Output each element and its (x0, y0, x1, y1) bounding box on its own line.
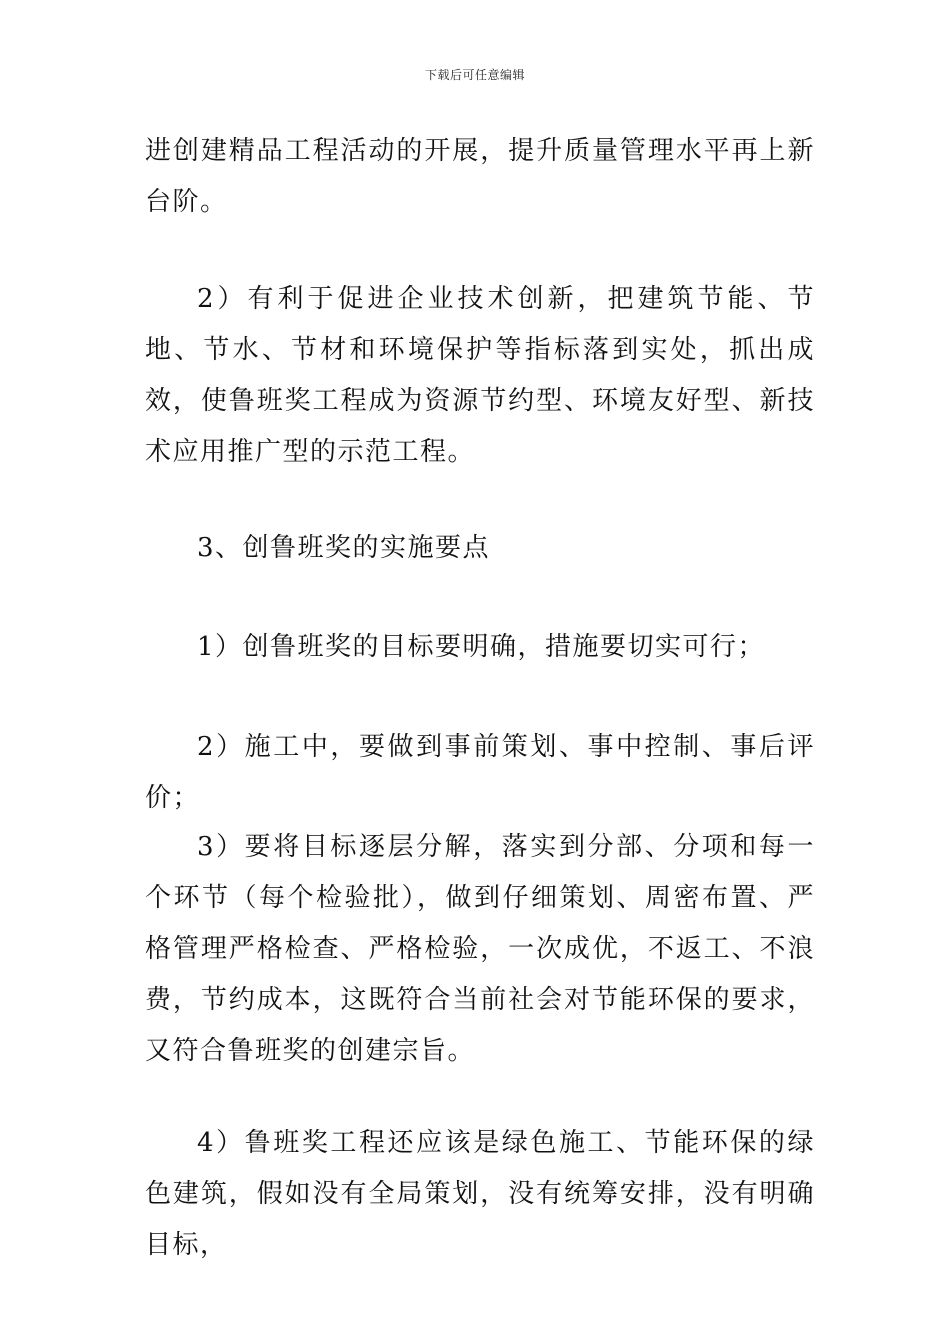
section-heading-3: 3、创鲁班奖的实施要点 (197, 533, 491, 563)
page-header-note: 下载后可任意编辑 (424, 68, 525, 82)
paragraph-item-2: 2）有利于促进企业技术创新，把建筑节能、节地、节水、节材和环境保护等指标落到实处，抓出成效，使鲁班奖工程成为资源节约型、环境友好型、新技术应用推广型的示范工程。 (145, 284, 815, 467)
paragraph-point-2: 2）施工中，要做到事前策划、事中控制、事后评价； (145, 732, 815, 813)
paragraph-point-3: 3）要将目标逐层分解，落实到分部、分项和每一个环节（每个检验批），做到仔细策划、周密布置、严格管理严格检查、严格检验，一次成优，不返工、不浪费，节约成本，这既符合当前社会对节能环保的要求，又符合鲁班奖的创建宗旨。 (145, 832, 815, 1066)
paragraph-point-1: 1）创鲁班奖的目标要明确，措施要切实可行； (197, 632, 766, 662)
paragraph-point-4: 4）鲁班奖工程还应该是绿色施工、节能环保的绿色建筑，假如没有全局策划，没有统筹安排，没有明确目标， (145, 1128, 815, 1260)
paragraph-continuation: 进创建精品工程活动的开展，提升质量管理水平再上新台阶。 (145, 136, 815, 217)
